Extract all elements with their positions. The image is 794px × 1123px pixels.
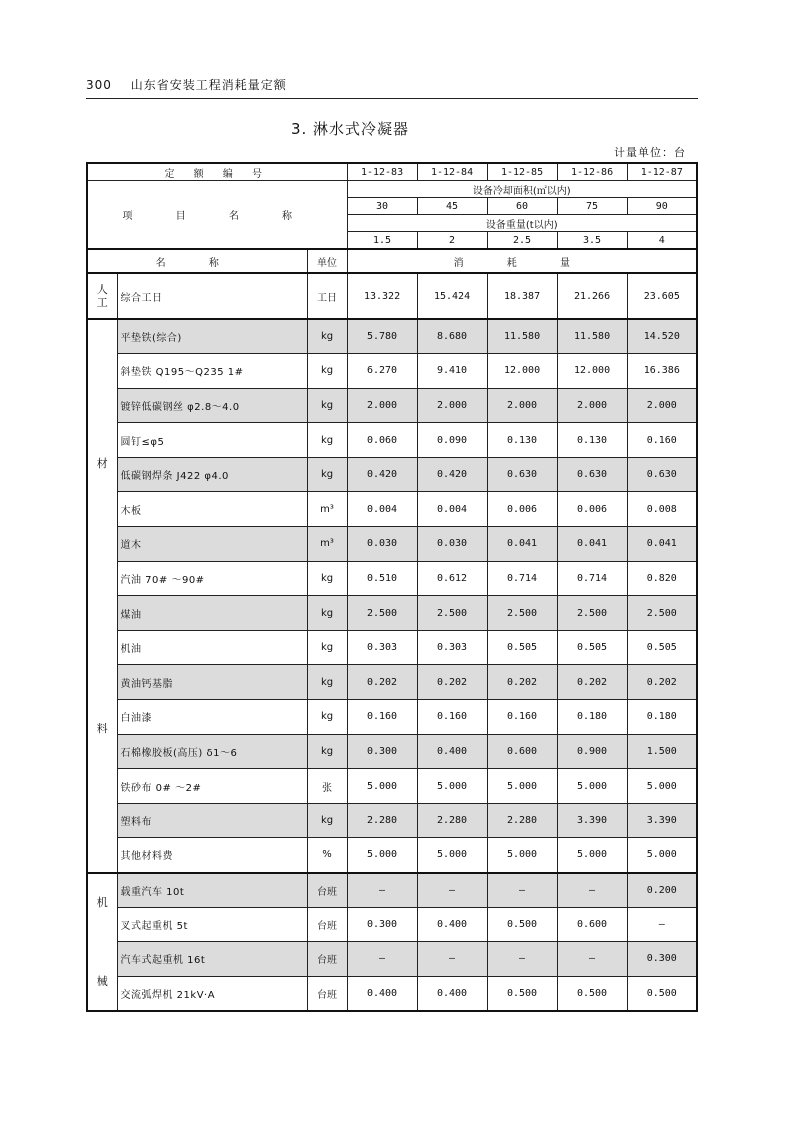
value-cell: 0.303: [347, 630, 417, 665]
item-name-label: 项 目 名 称: [87, 181, 347, 250]
code-cell: 1-12-86: [557, 163, 627, 181]
table-row: [87, 907, 697, 942]
value-cell: 0.420: [347, 457, 417, 492]
item-name: 塑料布: [117, 803, 307, 838]
value-cell: 2.000: [627, 388, 697, 423]
book-title: 山东省安装工程消耗量定额: [130, 78, 287, 92]
category-cell: [87, 873, 117, 1011]
value-cell: 0.160: [627, 423, 697, 458]
item-unit: kg: [307, 561, 347, 596]
value-cell: 5.000: [417, 838, 487, 873]
code-cell: 1-12-85: [487, 163, 557, 181]
param1-value: 90: [627, 198, 697, 215]
item-name: 白油漆: [117, 700, 307, 735]
item-name: 综合工日: [117, 273, 307, 319]
category-label: 机: [96, 896, 108, 910]
value-cell: 23.605: [627, 273, 697, 319]
value-cell: 0.004: [347, 492, 417, 527]
value-cell: 0.006: [557, 492, 627, 527]
column-header-row: [87, 249, 697, 273]
page-header: [86, 76, 698, 99]
value-cell: 0.130: [557, 423, 627, 458]
value-cell: 0.303: [417, 630, 487, 665]
value-cell: 2.500: [487, 596, 557, 631]
value-cell: 2.000: [487, 388, 557, 423]
value-cell: 8.680: [417, 319, 487, 354]
value-cell: 0.630: [557, 457, 627, 492]
value-cell: 5.000: [627, 769, 697, 804]
code-cell: 1-12-84: [417, 163, 487, 181]
item-unit: kg: [307, 596, 347, 631]
value-cell: 0.500: [627, 976, 697, 1011]
item-unit: m³: [307, 527, 347, 562]
value-cell: 5.780: [347, 319, 417, 354]
table-row: [87, 630, 697, 665]
value-cell: 2.280: [417, 803, 487, 838]
value-cell: 0.300: [347, 907, 417, 942]
item-unit: kg: [307, 803, 347, 838]
category-cell: [87, 319, 117, 873]
col-name-header: 名 称: [87, 249, 307, 273]
value-cell: —: [627, 907, 697, 942]
value-cell: —: [487, 942, 557, 977]
value-cell: 2.000: [557, 388, 627, 423]
value-cell: 2.500: [417, 596, 487, 631]
value-cell: 0.630: [627, 457, 697, 492]
item-unit: kg: [307, 734, 347, 769]
value-cell: 2.280: [347, 803, 417, 838]
table-row: [87, 273, 697, 319]
value-cell: 0.041: [627, 527, 697, 562]
table-row: [87, 388, 697, 423]
code-label: 定 额 编 号: [87, 163, 347, 181]
value-cell: 11.580: [487, 319, 557, 354]
table-row: [87, 769, 697, 804]
col-unit-header: 单位: [307, 249, 347, 273]
value-cell: 0.600: [487, 734, 557, 769]
param1-value: 30: [347, 198, 417, 215]
item-unit: 台班: [307, 873, 347, 908]
value-cell: 0.400: [417, 976, 487, 1011]
table-row: [87, 457, 697, 492]
param1-value: 75: [557, 198, 627, 215]
param2-value: 2: [417, 232, 487, 250]
value-cell: 2.500: [347, 596, 417, 631]
item-unit: kg: [307, 630, 347, 665]
value-cell: 0.060: [347, 423, 417, 458]
value-cell: 2.500: [557, 596, 627, 631]
item-name: 黄油钙基脂: [117, 665, 307, 700]
code-row: [87, 163, 697, 181]
value-cell: 0.612: [417, 561, 487, 596]
value-cell: 0.030: [347, 527, 417, 562]
param1-label-row: [87, 181, 697, 198]
item-unit: kg: [307, 388, 347, 423]
item-name: 汽车式起重机 16t: [117, 942, 307, 977]
category-label: 材: [96, 457, 108, 471]
item-name: 低碳钢焊条 J422 φ4.0: [117, 457, 307, 492]
item-name: 交流弧焊机 21kV·A: [117, 976, 307, 1011]
value-cell: 9.410: [417, 354, 487, 389]
item-unit: kg: [307, 665, 347, 700]
quota-table: [86, 162, 698, 1012]
value-cell: 11.580: [557, 319, 627, 354]
value-cell: 0.006: [487, 492, 557, 527]
value-cell: 12.000: [487, 354, 557, 389]
item-name: 机油: [117, 630, 307, 665]
table-row: [87, 319, 697, 354]
value-cell: 5.000: [487, 838, 557, 873]
value-cell: 0.400: [417, 734, 487, 769]
table-row: [87, 665, 697, 700]
category-label: 人工: [96, 283, 108, 309]
value-cell: 0.400: [417, 907, 487, 942]
item-unit: 台班: [307, 976, 347, 1011]
value-cell: 0.714: [487, 561, 557, 596]
value-cell: 0.500: [557, 976, 627, 1011]
param2-label: 设备重量(t以内): [347, 215, 697, 232]
value-cell: 5.000: [557, 838, 627, 873]
value-cell: 2.500: [627, 596, 697, 631]
item-name: 其他材料费: [117, 838, 307, 873]
item-unit: m³: [307, 492, 347, 527]
value-cell: 12.000: [557, 354, 627, 389]
unit-note: 计量单位：台: [614, 146, 686, 159]
value-cell: —: [347, 873, 417, 908]
value-cell: 0.500: [487, 976, 557, 1011]
value-cell: —: [487, 873, 557, 908]
value-cell: 0.004: [417, 492, 487, 527]
section-title: 3. 淋水式冷凝器: [290, 120, 410, 138]
value-cell: 0.505: [627, 630, 697, 665]
value-cell: 0.202: [417, 665, 487, 700]
param1-value: 45: [417, 198, 487, 215]
value-cell: 5.000: [627, 838, 697, 873]
value-cell: 3.390: [627, 803, 697, 838]
value-cell: 0.300: [627, 942, 697, 977]
value-cell: 0.160: [417, 700, 487, 735]
table-row: [87, 942, 697, 977]
value-cell: —: [417, 942, 487, 977]
item-unit: 台班: [307, 942, 347, 977]
table-row: [87, 527, 697, 562]
param2-value: 1.5: [347, 232, 417, 250]
value-cell: 2.000: [347, 388, 417, 423]
item-unit: kg: [307, 457, 347, 492]
param2-value: 4: [627, 232, 697, 250]
item-name: 镀锌低碳钢丝 φ2.8～4.0: [117, 388, 307, 423]
value-cell: 0.630: [487, 457, 557, 492]
value-cell: 2.280: [487, 803, 557, 838]
page-number: 300: [86, 78, 112, 92]
category-label: 械: [96, 974, 108, 988]
item-unit: 台班: [307, 907, 347, 942]
value-cell: 5.000: [347, 838, 417, 873]
value-cell: 16.386: [627, 354, 697, 389]
item-unit: 张: [307, 769, 347, 804]
param2-value: 2.5: [487, 232, 557, 250]
value-cell: —: [557, 942, 627, 977]
value-cell: 13.322: [347, 273, 417, 319]
table-row: [87, 423, 697, 458]
value-cell: 0.180: [627, 700, 697, 735]
value-cell: 0.300: [347, 734, 417, 769]
value-cell: 0.505: [487, 630, 557, 665]
param1-value: 60: [487, 198, 557, 215]
param1-label: 设备冷却面积(㎡以内): [347, 181, 697, 198]
table-row: [87, 873, 697, 908]
item-unit: 工日: [307, 273, 347, 319]
value-cell: 0.030: [417, 527, 487, 562]
value-cell: 0.600: [557, 907, 627, 942]
code-cell: 1-12-87: [627, 163, 697, 181]
item-unit: kg: [307, 354, 347, 389]
item-name: 煤油: [117, 596, 307, 631]
value-cell: 6.270: [347, 354, 417, 389]
item-name: 道木: [117, 527, 307, 562]
item-name: 斜垫铁 Q195～Q235 1#: [117, 354, 307, 389]
table-row: [87, 803, 697, 838]
value-cell: 1.500: [627, 734, 697, 769]
table-row: [87, 976, 697, 1011]
value-cell: 0.400: [347, 976, 417, 1011]
item-name: 圆钉≤φ5: [117, 423, 307, 458]
value-cell: 0.900: [557, 734, 627, 769]
item-name: 叉式起重机 5t: [117, 907, 307, 942]
table-row: [87, 700, 697, 735]
value-cell: 0.130: [487, 423, 557, 458]
value-cell: 0.202: [347, 665, 417, 700]
table-row: [87, 354, 697, 389]
value-cell: 0.714: [557, 561, 627, 596]
value-cell: —: [557, 873, 627, 908]
item-name: 汽油 70# ～90#: [117, 561, 307, 596]
item-name: 铁砂布 0# ～2#: [117, 769, 307, 804]
value-cell: 5.000: [557, 769, 627, 804]
item-unit: kg: [307, 700, 347, 735]
value-cell: 3.390: [557, 803, 627, 838]
value-cell: 0.200: [627, 873, 697, 908]
value-cell: 2.000: [417, 388, 487, 423]
item-unit: %: [307, 838, 347, 873]
value-cell: 0.090: [417, 423, 487, 458]
value-cell: 0.041: [557, 527, 627, 562]
table-row: [87, 838, 697, 873]
item-name: 木板: [117, 492, 307, 527]
table-row: [87, 596, 697, 631]
category-cell: [87, 273, 117, 319]
value-cell: 0.202: [627, 665, 697, 700]
value-cell: —: [417, 873, 487, 908]
table-row: [87, 492, 697, 527]
item-name: 平垫铁(综合): [117, 319, 307, 354]
value-cell: 5.000: [487, 769, 557, 804]
value-cell: 0.820: [627, 561, 697, 596]
value-cell: 0.420: [417, 457, 487, 492]
item-unit: kg: [307, 423, 347, 458]
value-cell: 5.000: [347, 769, 417, 804]
value-cell: 0.160: [487, 700, 557, 735]
value-cell: 0.202: [487, 665, 557, 700]
value-cell: 0.500: [487, 907, 557, 942]
table-row: [87, 561, 697, 596]
col-consumption-header: 消 耗 量: [347, 249, 697, 273]
item-name: 石棉橡胶板(高压) δ1～6: [117, 734, 307, 769]
value-cell: 15.424: [417, 273, 487, 319]
value-cell: 14.520: [627, 319, 697, 354]
item-unit: kg: [307, 319, 347, 354]
value-cell: 0.510: [347, 561, 417, 596]
param2-value: 3.5: [557, 232, 627, 250]
code-cell: 1-12-83: [347, 163, 417, 181]
item-name: 载重汽车 10t: [117, 873, 307, 908]
value-cell: 21.266: [557, 273, 627, 319]
value-cell: 18.387: [487, 273, 557, 319]
table-row: [87, 734, 697, 769]
value-cell: 0.505: [557, 630, 627, 665]
value-cell: —: [347, 942, 417, 977]
value-cell: 0.008: [627, 492, 697, 527]
value-cell: 5.000: [417, 769, 487, 804]
value-cell: 0.180: [557, 700, 627, 735]
category-label: 料: [96, 722, 108, 736]
value-cell: 0.160: [347, 700, 417, 735]
value-cell: 0.202: [557, 665, 627, 700]
value-cell: 0.041: [487, 527, 557, 562]
